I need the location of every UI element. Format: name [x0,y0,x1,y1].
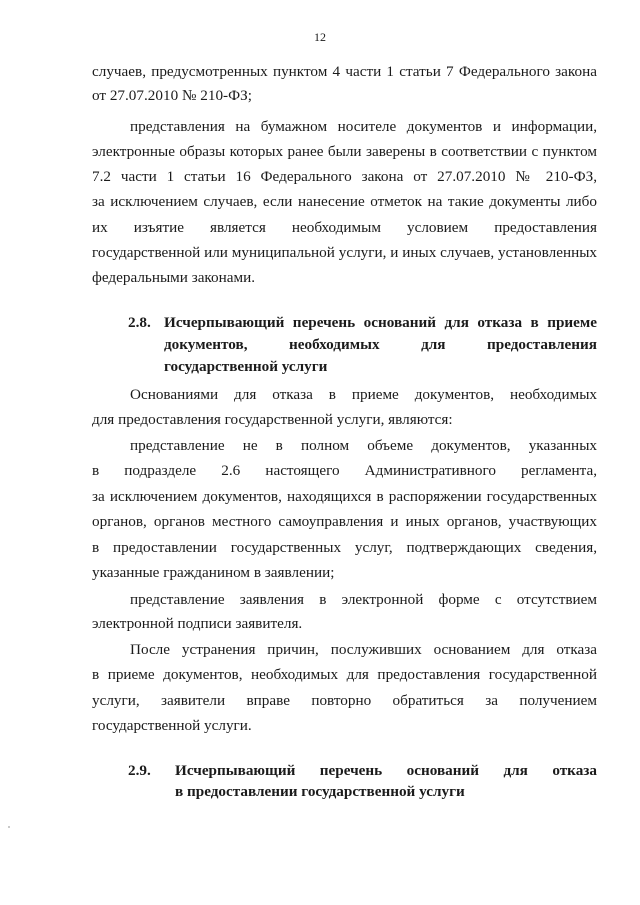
heading-line: Исчерпывающий перечень оснований для отказа в приеме [164,314,597,331]
text-line: в приеме документов, необходимых для предоставления государственной [92,666,597,683]
text-line: государственной или муниципальной услуги, и иных случаев, установленных [92,244,597,261]
text-line: случаев, предусмотренных пунктом 4 части 1 статьи 7 Федерального закона [92,63,597,80]
heading-line: Исчерпывающий перечень оснований для отказа [175,762,597,779]
text-line: государственной услуги. [92,717,252,734]
text-line: за исключением документов, находящихся в распоряжении государственных [92,488,597,505]
text-line: представление не в полном объеме документов, указанных [130,437,597,454]
text-line: 7.2 части 1 статьи 16 Федерального закона от 27.07.2010 № 210-ФЗ, [92,168,597,185]
text-line: их изъятие является необходимым условием предоставления [92,219,597,236]
text-line: услуги, заявители вправе повторно обратиться за получением [92,692,597,709]
page-number: 12 [314,30,326,44]
text-line: Основаниями для отказа в приеме документов, необходимых [130,386,597,403]
section-number: 2.8. [128,314,151,331]
text-line: представления на бумажном носителе документов и информации, [130,118,597,135]
text-line: представление заявления в электронной форме с отсутствием [130,591,597,608]
section-number: 2.9. [128,762,151,779]
text-line: органов, органов местного самоуправления и иных органов, участвующих [92,513,597,530]
text-line: для предоставления государственной услуги, являются: [92,411,453,428]
text-line: от 27.07.2010 № 210-ФЗ; [92,87,252,104]
heading-line: документов, необходимых для предоставления [164,336,597,353]
heading-line: в предоставлении государственной услуги [175,783,465,800]
scan-artifact [8,826,10,828]
text-line: федеральными законами. [92,269,256,286]
text-line: в подразделе 2.6 настоящего Административного регламента, [92,462,597,479]
text-line: указанные гражданином в заявлении; [92,564,335,581]
text-line: электронной подписи заявителя. [92,615,303,632]
text-line: электронные образы которых ранее были заверены в соответствии с пунктом [92,143,597,160]
text-line: После устранения причин, послуживших основанием для отказа [130,641,597,658]
heading-line: государственной услуги [164,358,328,375]
text-line: за исключением случаев, если нанесение отметок на такие документы либо [92,193,597,210]
text-line: в предоставлении государственных услуг, подтверждающих сведения, [92,539,597,556]
